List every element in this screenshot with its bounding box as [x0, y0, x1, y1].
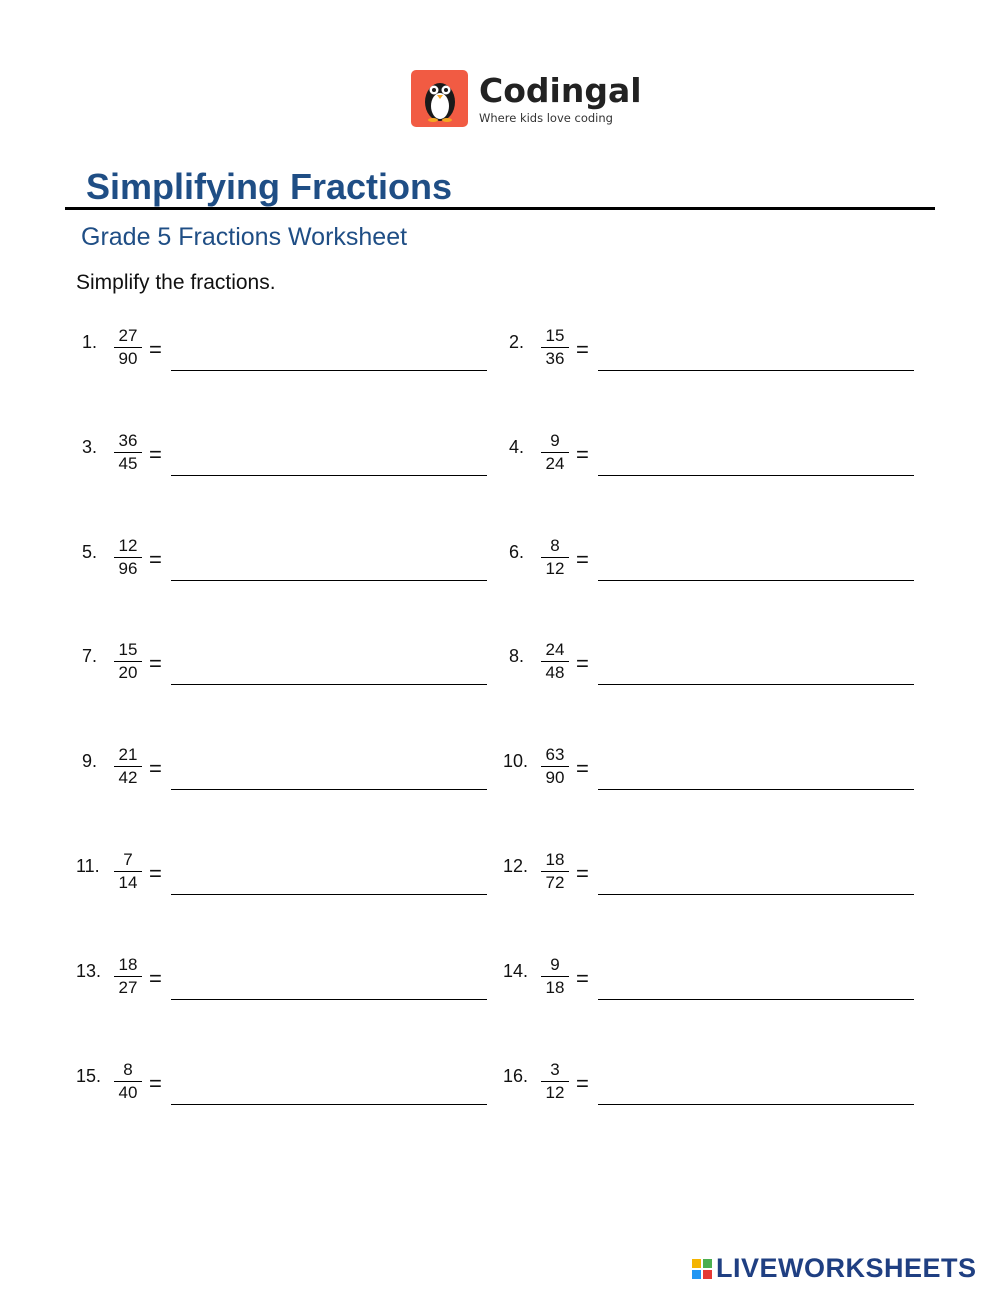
problem-number: 14. [503, 961, 529, 981]
problem-number: 13. [76, 961, 102, 981]
problem-item [76, 955, 496, 1015]
answer-line[interactable] [598, 580, 914, 581]
problem-number: 6. [509, 542, 525, 562]
denominator: 18 [545, 978, 565, 997]
fraction-bar [114, 347, 142, 348]
fraction [114, 1060, 142, 1103]
fraction [114, 640, 142, 683]
equals-sign: = [149, 966, 162, 991]
problem-item [503, 640, 923, 700]
answer-line[interactable] [171, 999, 487, 1000]
denominator: 12 [545, 559, 565, 578]
answer-line[interactable] [171, 1104, 487, 1105]
liveworksheets-brand: LIVEWORKSHEETS [716, 1253, 977, 1283]
fraction [541, 1060, 569, 1103]
fraction [114, 955, 142, 998]
problem-number: 15. [76, 1066, 102, 1086]
denominator: 36 [545, 349, 565, 368]
equals-sign: = [576, 861, 589, 886]
denominator: 90 [545, 768, 565, 787]
answer-line[interactable] [598, 475, 914, 476]
answer-line[interactable] [171, 475, 487, 476]
fraction-bar [541, 871, 569, 872]
fraction-bar [114, 557, 142, 558]
fraction-bar [114, 1081, 142, 1082]
problem-item [503, 745, 923, 805]
equals-sign: = [576, 966, 589, 991]
fraction-bar [541, 976, 569, 977]
numerator: 8 [550, 536, 560, 555]
numerator: 9 [550, 431, 560, 450]
page-title: Simplifying Fractions [86, 166, 453, 207]
problem-number: 8. [509, 646, 525, 666]
equals-sign: = [576, 756, 589, 781]
fraction-bar [541, 347, 569, 348]
problem-item [76, 1060, 496, 1120]
denominator: 24 [545, 454, 565, 473]
numerator: 27 [118, 326, 138, 345]
fraction [541, 326, 569, 369]
answer-line[interactable] [171, 789, 487, 790]
title-divider [65, 207, 935, 210]
equals-sign: = [576, 337, 589, 362]
numerator: 15 [118, 640, 138, 659]
equals-sign: = [576, 442, 589, 467]
equals-sign: = [149, 756, 162, 781]
problem-number: 10. [503, 751, 529, 771]
fraction-bar [114, 661, 142, 662]
equals-sign: = [576, 547, 589, 572]
logo-tagline: Where kids love coding [479, 110, 613, 125]
fraction-bar [114, 976, 142, 977]
fraction-bar [541, 1081, 569, 1082]
fraction [541, 431, 569, 474]
problem-item [76, 431, 496, 491]
denominator: 96 [118, 559, 138, 578]
numerator: 18 [118, 955, 138, 974]
equals-sign: = [576, 1071, 589, 1096]
numerator: 9 [550, 955, 560, 974]
denominator: 40 [118, 1083, 138, 1102]
problem-item [76, 850, 496, 910]
denominator: 20 [118, 663, 138, 682]
answer-line[interactable] [598, 1104, 914, 1105]
fraction [114, 431, 142, 474]
answer-line[interactable] [171, 580, 487, 581]
liveworksheets-logo [692, 1253, 977, 1284]
numerator: 8 [123, 1060, 133, 1079]
problem-item [76, 745, 496, 805]
numerator: 3 [550, 1060, 560, 1079]
numerator: 18 [545, 850, 565, 869]
problem-item [76, 640, 496, 700]
answer-line[interactable] [171, 370, 487, 371]
fraction [114, 536, 142, 579]
problem-number: 12. [503, 856, 529, 876]
denominator: 48 [545, 663, 565, 682]
fraction [114, 745, 142, 788]
fraction-bar [114, 452, 142, 453]
problem-number: 2. [509, 332, 525, 352]
denominator: 45 [118, 454, 138, 473]
fraction [541, 745, 569, 788]
equals-sign: = [149, 337, 162, 362]
answer-line[interactable] [598, 370, 914, 371]
liveworksheets-logo-icon [692, 1259, 712, 1279]
fraction [541, 536, 569, 579]
numerator: 63 [545, 745, 565, 764]
answer-line[interactable] [171, 684, 487, 685]
fraction-bar [541, 661, 569, 662]
numerator: 21 [118, 745, 138, 764]
equals-sign: = [576, 651, 589, 676]
problem-item [503, 1060, 923, 1120]
fraction-bar [541, 452, 569, 453]
fraction-bar [114, 871, 142, 872]
numerator: 36 [118, 431, 138, 450]
instructions: Simplify the fractions. [76, 271, 276, 294]
equals-sign: = [149, 442, 162, 467]
fraction [541, 955, 569, 998]
codingal-logo [411, 70, 642, 127]
equals-sign: = [149, 861, 162, 886]
problem-number: 9. [82, 751, 98, 771]
numerator: 7 [123, 850, 133, 869]
answer-line[interactable] [598, 894, 914, 895]
problem-number: 16. [503, 1066, 529, 1086]
problem-item [503, 536, 923, 596]
denominator: 12 [545, 1083, 565, 1102]
page-subtitle: Grade 5 Fractions Worksheet [81, 223, 408, 251]
problem-number: 11. [76, 856, 100, 876]
problem-number: 7. [82, 646, 98, 666]
answer-line[interactable] [598, 684, 914, 685]
problem-item [503, 955, 923, 1015]
problem-number: 4. [509, 437, 525, 457]
numerator: 12 [118, 536, 138, 555]
equals-sign: = [149, 651, 162, 676]
penguin-icon [411, 70, 468, 127]
problem-number: 3. [82, 437, 98, 457]
fraction [541, 640, 569, 683]
fraction-bar [541, 557, 569, 558]
logo-name: Codingal [479, 70, 642, 110]
denominator: 42 [118, 768, 138, 787]
problem-item [503, 326, 923, 386]
fraction [114, 850, 142, 893]
answer-line[interactable] [598, 789, 914, 790]
problem-number: 5. [82, 542, 98, 562]
equals-sign: = [149, 1071, 162, 1096]
fraction [541, 850, 569, 893]
numerator: 24 [545, 640, 565, 659]
problem-item [76, 536, 496, 596]
denominator: 14 [118, 873, 138, 892]
fraction [114, 326, 142, 369]
denominator: 72 [545, 873, 565, 892]
problem-number: 1. [82, 332, 98, 352]
denominator: 27 [118, 978, 138, 997]
problem-item [76, 326, 496, 386]
answer-line[interactable] [598, 999, 914, 1000]
fraction-bar [541, 766, 569, 767]
equals-sign: = [149, 547, 162, 572]
denominator: 90 [118, 349, 138, 368]
numerator: 15 [545, 326, 565, 345]
fraction-bar [114, 766, 142, 767]
answer-line[interactable] [171, 894, 487, 895]
problem-item [503, 850, 923, 910]
problem-item [503, 431, 923, 491]
